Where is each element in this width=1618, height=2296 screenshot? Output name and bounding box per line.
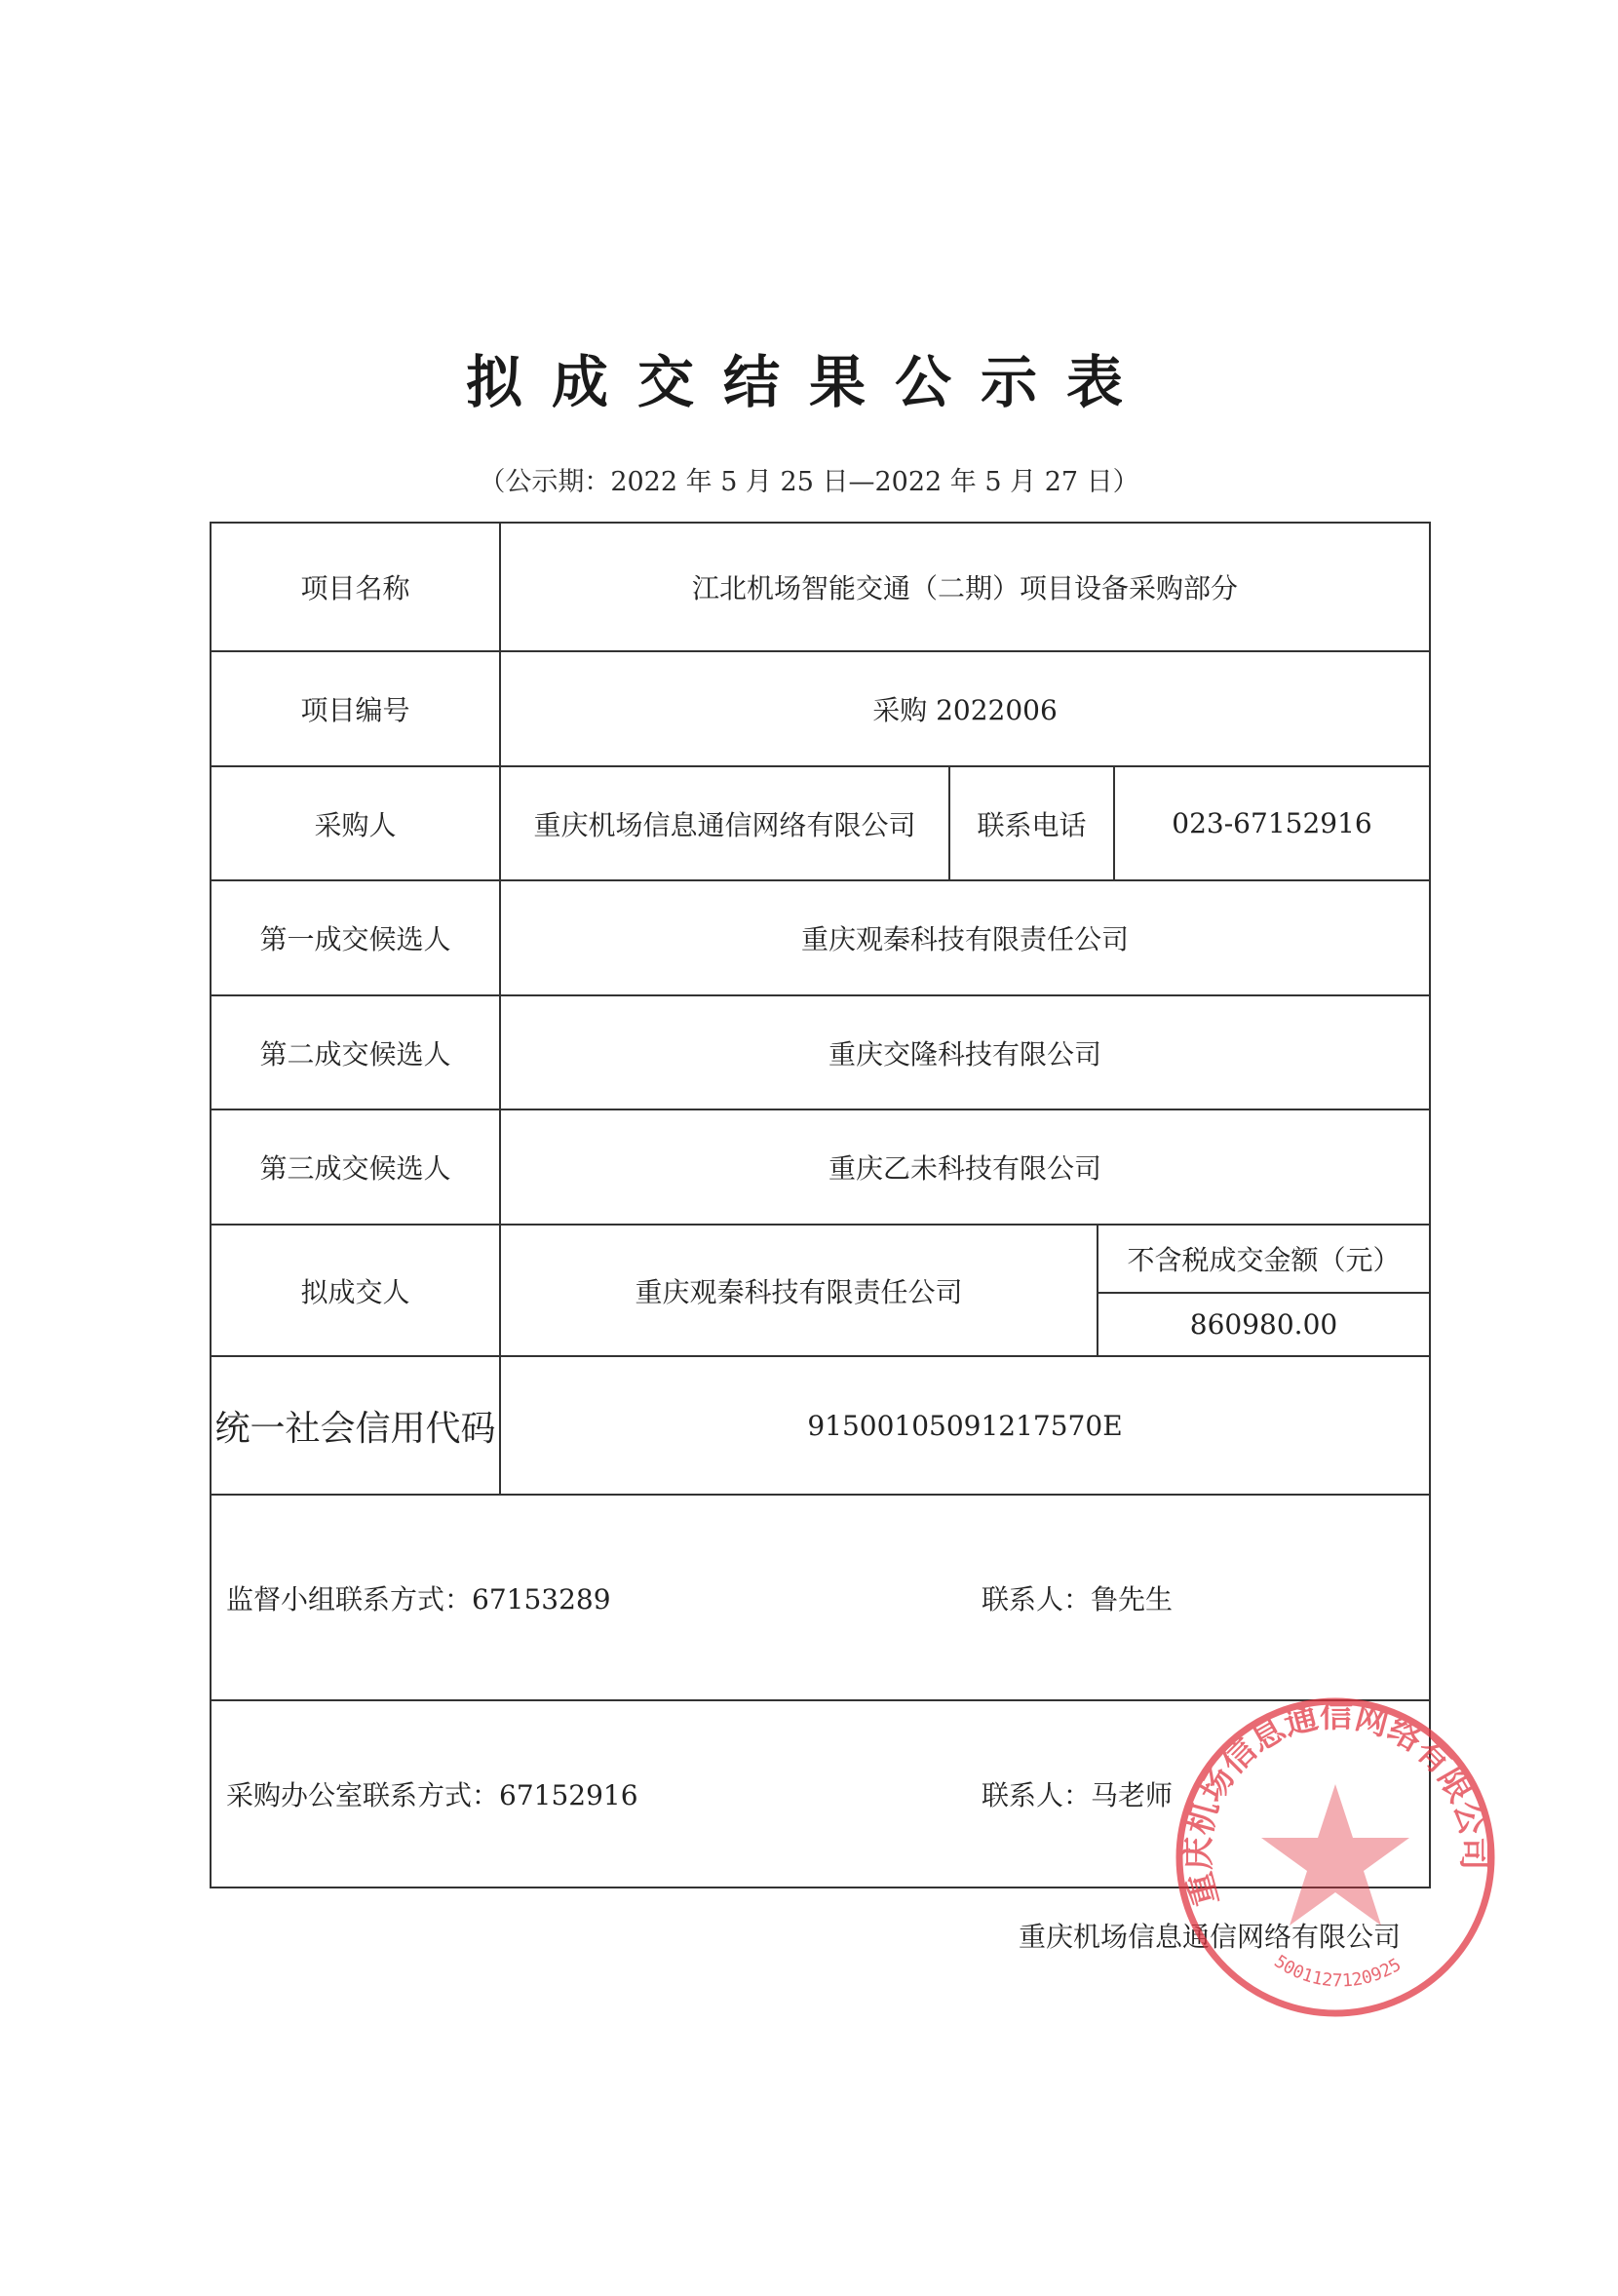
candidate2-label: 第二成交候选人: [259, 1037, 451, 1070]
result-table: [210, 522, 1431, 1888]
announcement-period: （公示期：2022 年 5 月 25 日—2022 年 5 月 27 日）: [479, 467, 1139, 497]
credit-code-value: 91500105091217570E: [807, 1409, 1123, 1442]
project-no-label: 项目编号: [300, 694, 410, 726]
amount-label: 不含税成交金额（元）: [1127, 1244, 1401, 1276]
project-name-label: 项目名称: [300, 572, 410, 604]
winner-label: 拟成交人: [300, 1275, 410, 1308]
candidate1-label: 第一成交候选人: [259, 923, 451, 955]
project-no-value: 采购 2022006: [872, 694, 1058, 726]
purchaser-value: 重庆机场信息通信网络有限公司: [533, 808, 916, 841]
seal-star-icon: [1261, 1784, 1409, 1926]
seal-text: 重庆机场信息通信网络有限公司: [1178, 1696, 1493, 1911]
issuer-company: 重庆机场信息通信网络有限公司: [1019, 1921, 1402, 1953]
amount-value: 860980.00: [1189, 1308, 1338, 1341]
credit-code-label: 统一社会信用代码: [214, 1408, 496, 1449]
candidate1-value: 重庆观秦科技有限责任公司: [800, 923, 1129, 955]
supervision-contact: 监督小组联系方式：67153289: [226, 1582, 611, 1615]
candidate2-value: 重庆交隆科技有限公司: [828, 1037, 1101, 1070]
purchaser-label: 采购人: [314, 808, 397, 841]
phone-value: 023-67152916: [1172, 807, 1372, 839]
office-contact: 采购办公室联系方式：67152916: [226, 1779, 638, 1811]
candidate3-value: 重庆乙未科技有限公司: [828, 1152, 1101, 1185]
winner-value: 重庆观秦科技有限责任公司: [635, 1275, 963, 1308]
candidate3-label: 第三成交候选人: [259, 1152, 451, 1185]
seal-code: 5001127120925: [1270, 1951, 1406, 1992]
office-person: 联系人：马老师: [982, 1779, 1174, 1811]
page-title: 拟成交结果公示表: [465, 349, 1152, 415]
company-seal: [1170, 1692, 1501, 2023]
phone-label: 联系电话: [977, 808, 1087, 841]
supervision-person: 联系人：鲁先生: [982, 1582, 1174, 1615]
project-name-value: 江北机场智能交通（二期）项目设备采购部分: [691, 572, 1238, 604]
